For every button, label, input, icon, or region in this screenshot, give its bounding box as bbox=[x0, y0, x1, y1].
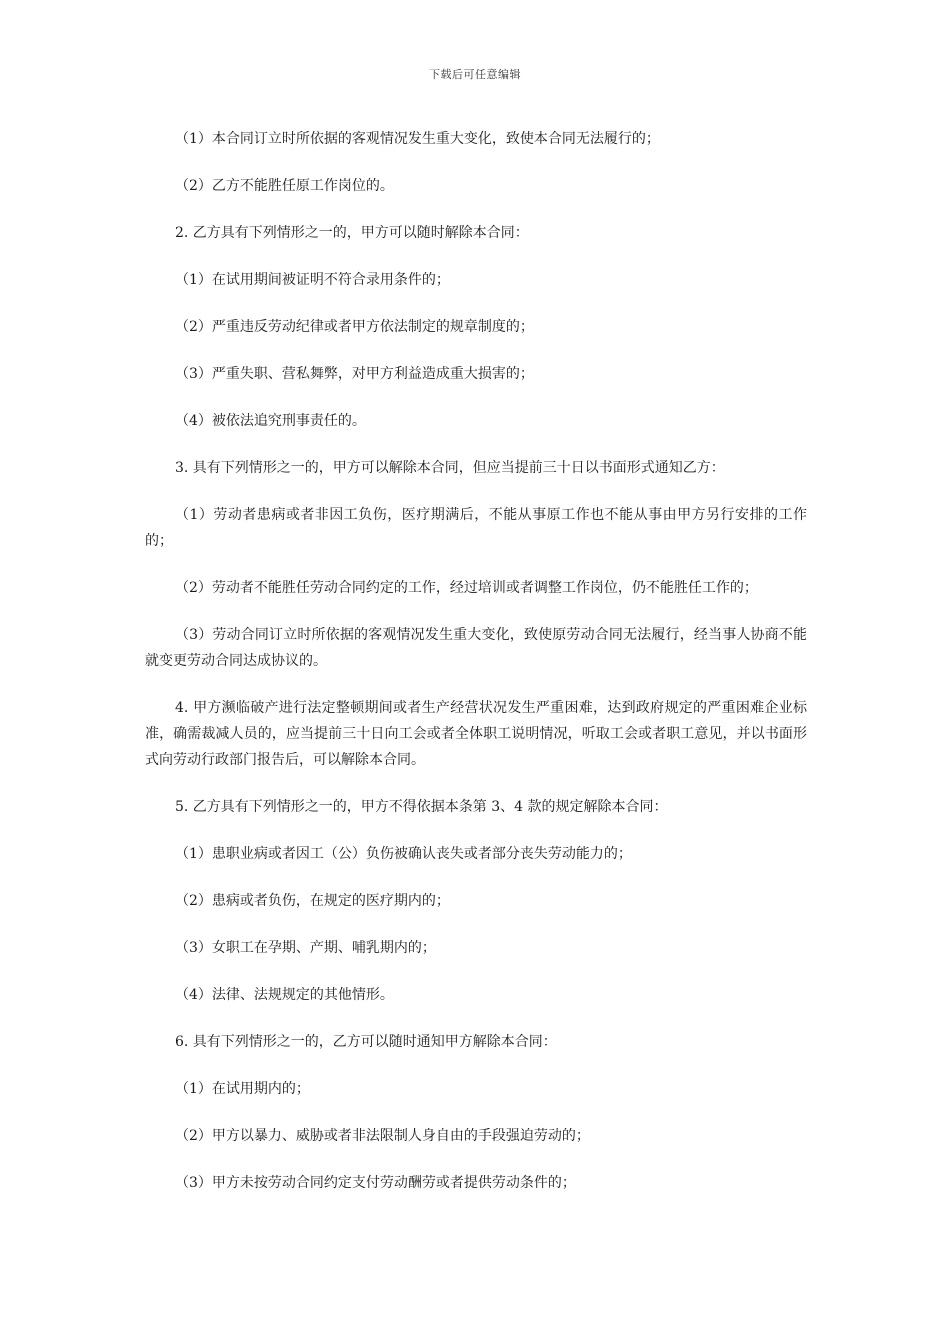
clause-paragraph: （3）女职工在孕期、产期、哺乳期内的； bbox=[175, 940, 436, 956]
page-header: 下载后可任意编辑 bbox=[429, 68, 521, 81]
section-heading: 3. 具有下列情形之一的，甲方可以解除本合同，但应当提前三十日以书面形式通知乙方： bbox=[175, 460, 725, 476]
clause-paragraph: （3）严重失职、营私舞弊，对甲方利益造成重大损害的； bbox=[175, 366, 534, 382]
clause-paragraph: （3）劳动合同订立时所依据的客观情况发生重大变化，致使原劳动合同无法履行，经当事人协商不能就变更劳动合同达成协议的。 bbox=[145, 627, 807, 669]
section-heading: 2. 乙方具有下列情形之一的，甲方可以随时解除本合同： bbox=[175, 225, 529, 241]
section-heading: 6. 具有下列情形之一的，乙方可以随时通知甲方解除本合同： bbox=[175, 1034, 557, 1050]
clause-paragraph: （4）法律、法规规定的其他情形。 bbox=[175, 987, 394, 1003]
clause-paragraph: （3）甲方未按劳动合同约定支付劳动酬劳或者提供劳动条件的； bbox=[175, 1175, 576, 1191]
document-body bbox=[145, 126, 807, 1196]
clause-paragraph: （2）乙方不能胜任原工作岗位的。 bbox=[175, 178, 394, 194]
clause-paragraph: （4）被依法追究刑事责任的。 bbox=[175, 413, 366, 429]
clause-paragraph: （1）在试用期间被证明不符合录用条件的； bbox=[175, 272, 450, 288]
section-heading: 4. 甲方濒临破产进行法定整顿期间或者生产经营状况发生严重困难，达到政府规定的严重困难企业标准，确需裁减人员的，应当提前三十日向工会或者全体职工说明情况，听取工会或者职工意见，并以书面形式向劳动行政部门报告后，可以解除本合同。 bbox=[145, 700, 807, 768]
clause-paragraph: （2）严重违反劳动纪律或者甲方依法制定的规章制度的； bbox=[175, 319, 534, 335]
clause-paragraph: （1）劳动者患病或者非因工负伤，医疗期满后，不能从事原工作也不能从事由甲方另行安排的工作的； bbox=[145, 507, 807, 549]
clause-paragraph: （2）劳动者不能胜任劳动合同约定的工作，经过培训或者调整工作岗位，仍不能胜任工作的； bbox=[175, 580, 758, 596]
section-heading: 5. 乙方具有下列情形之一的，甲方不得依据本条第 3、4 款的规定解除本合同： bbox=[175, 799, 668, 815]
clause-paragraph: （2）患病或者负伤，在规定的医疗期内的； bbox=[175, 893, 450, 909]
clause-paragraph: （2）甲方以暴力、威胁或者非法限制人身自由的手段强迫劳动的； bbox=[175, 1128, 590, 1144]
clause-paragraph: （1）患职业病或者因工（公）负伤被确认丧失或者部分丧失劳动能力的； bbox=[175, 846, 632, 862]
clause-paragraph: （1）在试用期内的； bbox=[175, 1081, 310, 1097]
clause-paragraph: （1）本合同订立时所依据的客观情况发生重大变化，致使本合同无法履行的； bbox=[175, 131, 660, 147]
